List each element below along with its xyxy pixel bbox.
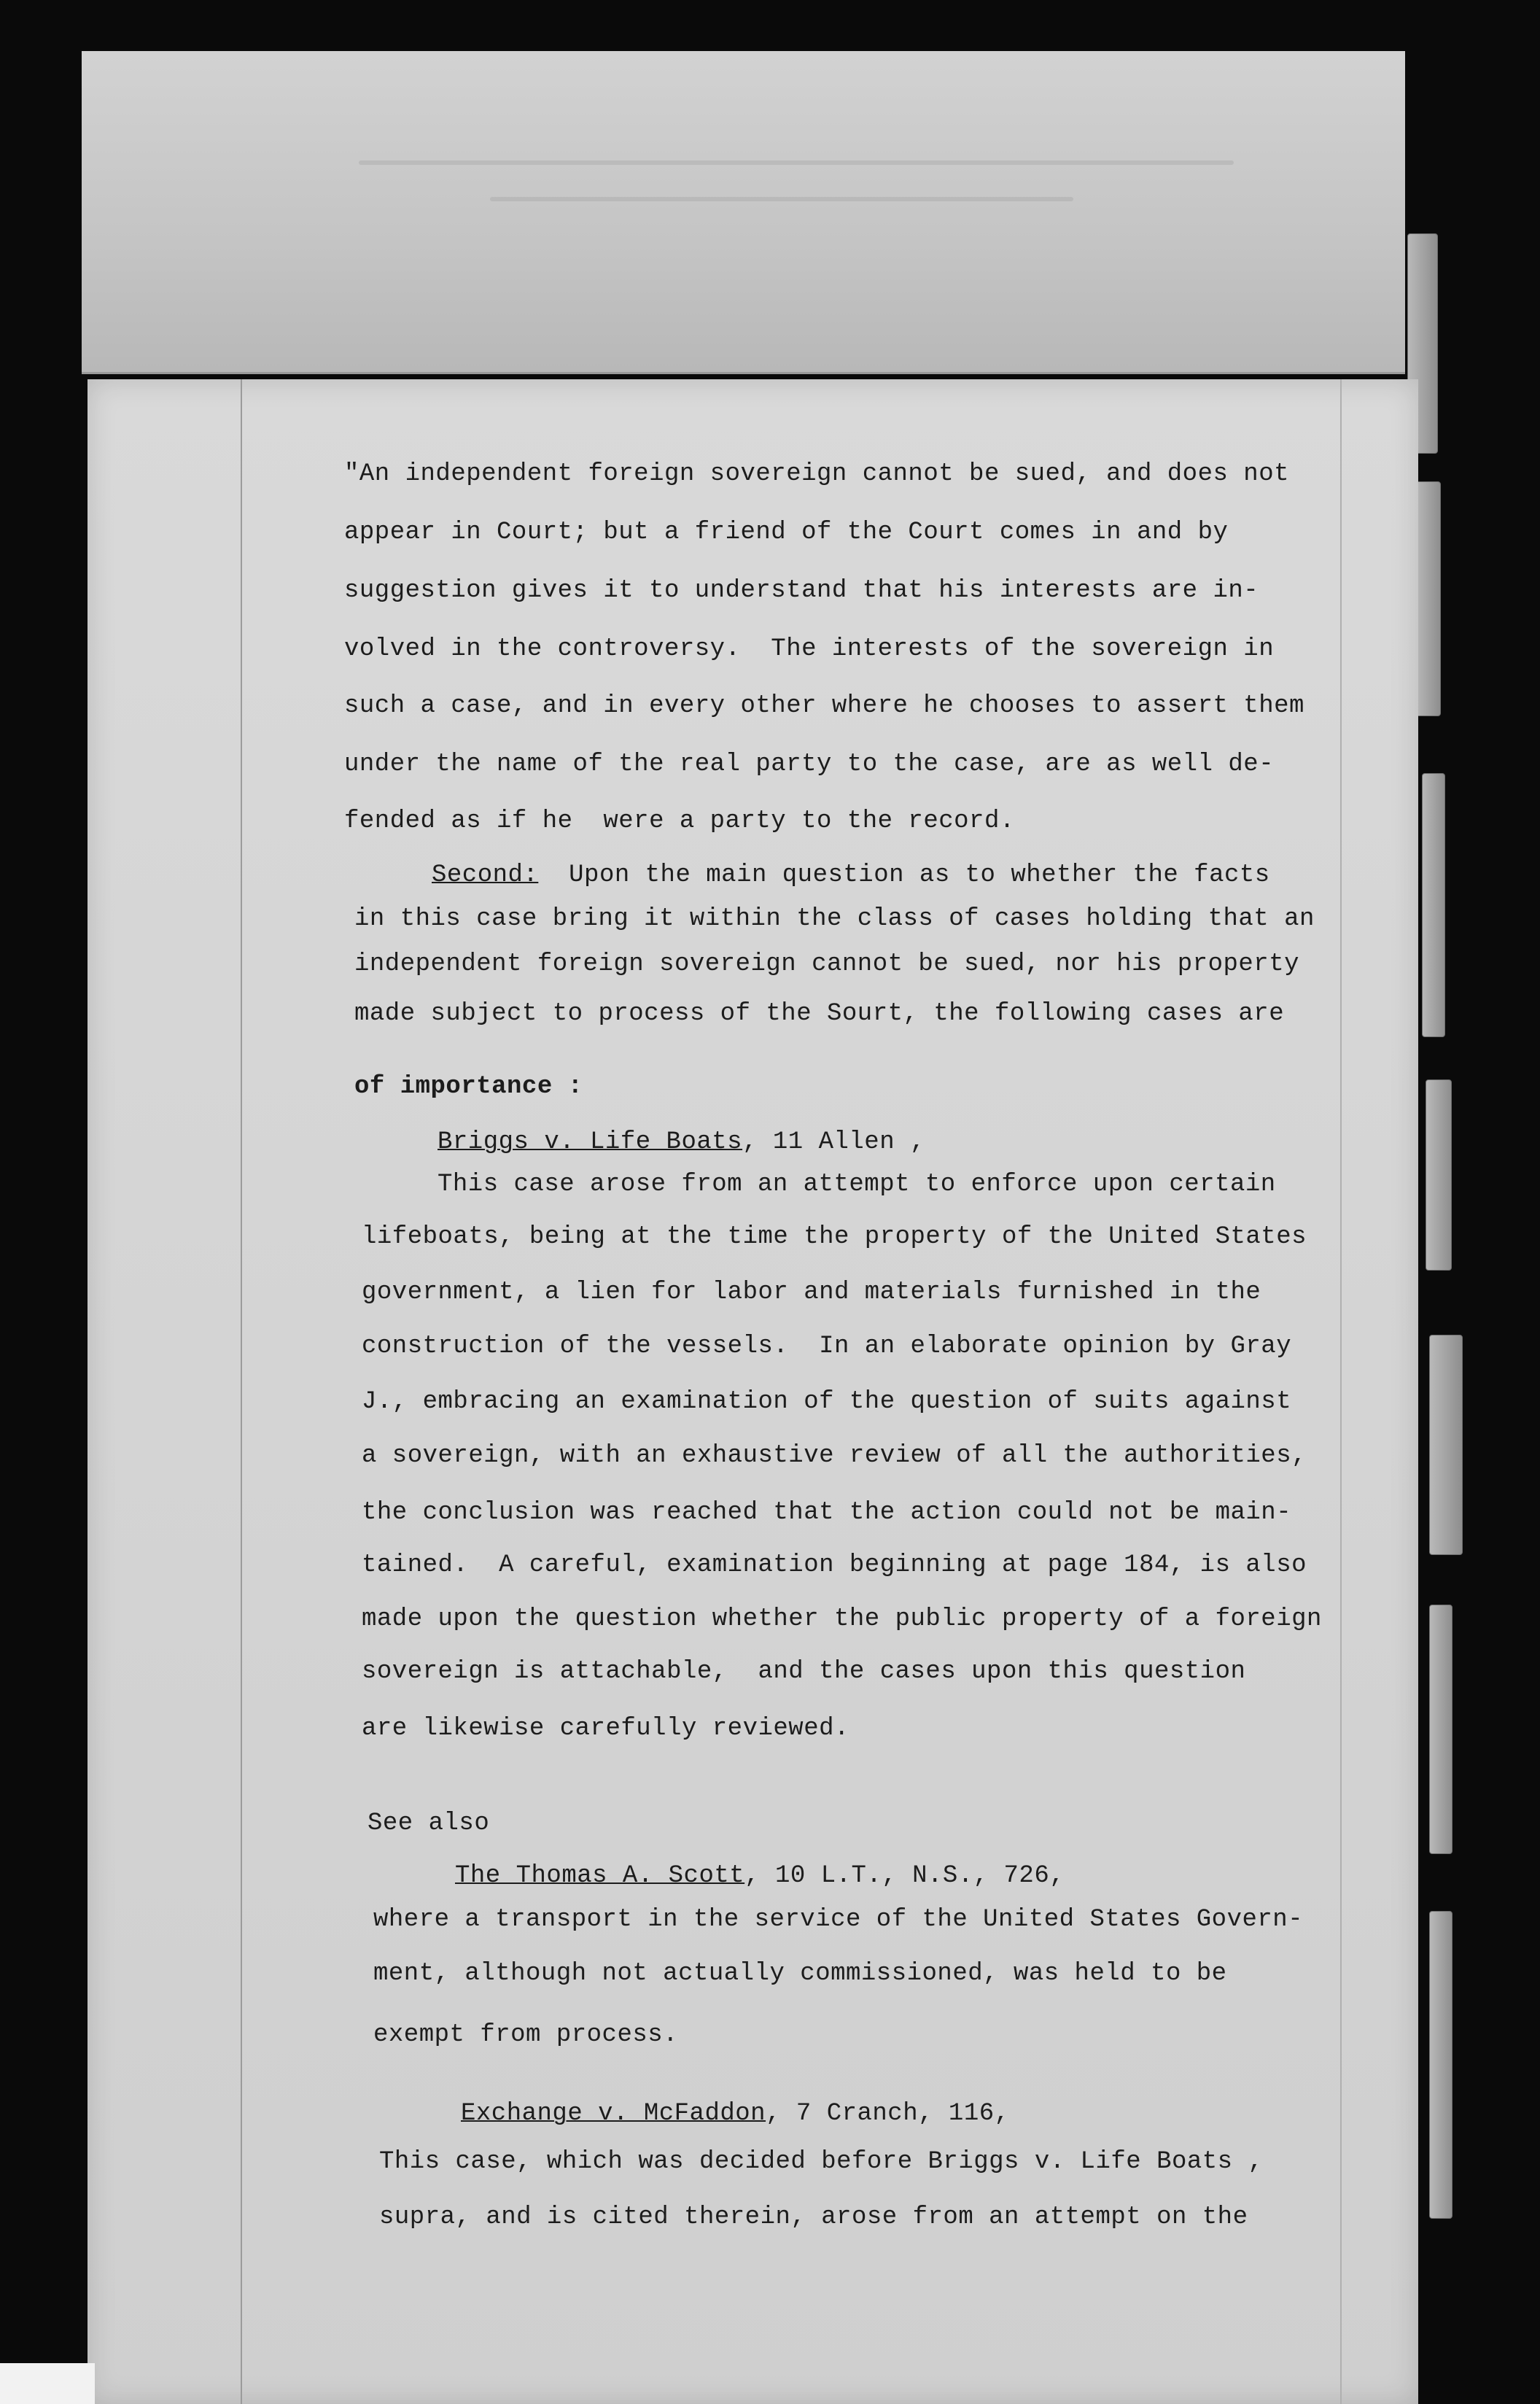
case-name: Briggs v. Life Boats (438, 1128, 743, 1156)
case-name: The Thomas A. Scott (455, 1862, 745, 1890)
text-line: are likewise carefully reviewed. (362, 1715, 849, 1742)
text-line: "An independent foreign sovereign cannot be sued, and does not (344, 460, 1290, 488)
text-line: made upon the question whether the public property of a foreign (362, 1605, 1322, 1633)
text-line: J., embracing an examination of the question of suits against (362, 1388, 1292, 1416)
second-heading-line (432, 861, 1270, 890)
text-line: of importance : (354, 1073, 583, 1101)
text-line: such a case, and in every other where he chooses to assert them (344, 692, 1304, 720)
text-line: construction of the vessels. In an elaborate opinion by Gray (362, 1333, 1292, 1360)
text-line: volved in the controversy. The interests of the sovereign in (344, 635, 1275, 663)
text-line: appear in Court; but a friend of the Court comes in and by (344, 519, 1229, 546)
text-line: made subject to process of the Sourt, the following cases are (354, 1000, 1285, 1028)
case-cite: , 10 L.T., N.S., 726, (744, 1862, 1065, 1890)
text-line: independent foreign sovereign cannot be sued, nor his property (354, 950, 1300, 978)
second-text-first: Upon the main question as to whether the facts (538, 861, 1270, 889)
text-line: This case, which was decided before Briggs v. Life Boats , (379, 2148, 1264, 2176)
case-citation-line (438, 1128, 925, 1157)
case-name: Exchange v. McFaddon (461, 2100, 766, 2128)
text-line: a sovereign, with an exhaustive review of all the authorities, (362, 1442, 1307, 1470)
text-line: ment, although not actually commissioned, was held to be (373, 1960, 1227, 1988)
case-citation-line (455, 1861, 1065, 1891)
text-line: under the name of the real party to the case, are as well de- (344, 751, 1275, 778)
scan-corner-label (0, 2363, 95, 2404)
text-line: suggestion gives it to understand that his interests are in- (344, 577, 1259, 605)
text-line: sovereign is attachable, and the cases upon this question (362, 1658, 1246, 1686)
see-also-label: See also (368, 1810, 490, 1837)
case-citation-line (461, 2099, 1010, 2128)
text-line: where a transport in the service of the United States Govern- (373, 1906, 1304, 1934)
second-heading: Second: (432, 861, 539, 889)
text-line: This case arose from an attempt to enforce upon certain (438, 1171, 1276, 1198)
case-cite: , 7 Cranch, 116, (766, 2100, 1010, 2128)
text-line: supra, and is cited therein, arose from an attempt on the (379, 2203, 1248, 2231)
text-line: the conclusion was reached that the action could not be main- (362, 1499, 1292, 1527)
text-line: tained. A careful, examination beginning at page 184, is also (362, 1551, 1307, 1579)
text-line: government, a lien for labor and materials furnished in the (362, 1279, 1261, 1306)
case-cite: , 11 Allen , (742, 1128, 925, 1156)
text-line: lifeboats, being at the time the property of the United States (362, 1223, 1307, 1251)
text-line: exempt from process. (373, 2021, 679, 2049)
text-line: in this case bring it within the class of cases holding that an (354, 905, 1315, 933)
text-line: fended as if he were a party to the record. (344, 807, 1015, 835)
